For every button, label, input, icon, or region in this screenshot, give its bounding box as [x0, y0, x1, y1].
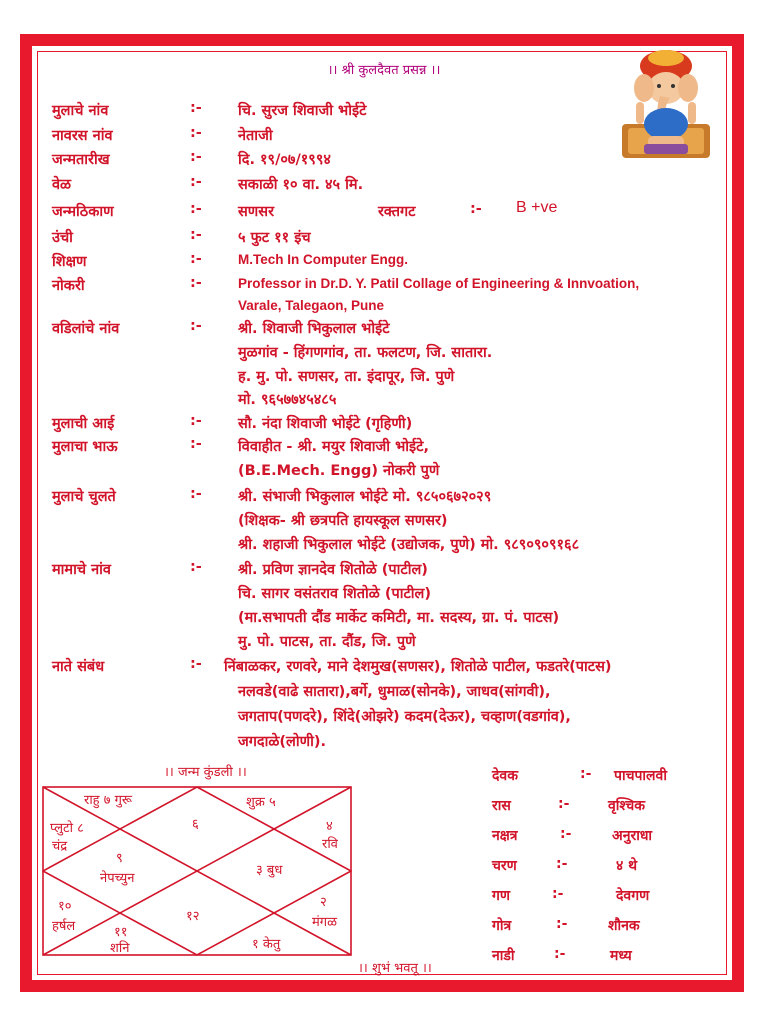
uncle-line: श्री. संभाजी भिकुलाल भोईटे मो. ९८५०६७२०२९: [238, 489, 492, 505]
job-value-line1: Professor in Dr.D. Y. Patil Collage of Engineering & Innvoation,: [238, 276, 640, 291]
kundali-bottom-left-text: शनि: [110, 941, 130, 956]
relations-line: जगताप(पणदरे), शिंदे(ओझरे) कदम(देऊर), चव्हाण(वडगांव),: [238, 709, 571, 725]
kundali-center-top: ६: [192, 817, 199, 832]
astro-value: देवगण: [616, 888, 650, 904]
kundali-left-mid-num: ९: [116, 851, 123, 866]
separator: :-: [190, 251, 202, 267]
father-line: श्री. शिवाजी भिकुलाल भोईटे: [238, 321, 390, 337]
kundali-bottom-right: १ केतु: [252, 937, 281, 952]
kundali-center-right: ३ बुध: [256, 863, 283, 878]
brother-line: विवाहीत - श्री. मयुर शिवाजी भोईटे,: [238, 439, 429, 455]
footer-blessing: ।। शुभं भवतू ।।: [358, 961, 432, 976]
separator: :-: [190, 318, 202, 334]
kundali-h2-left2: चंद्र: [52, 839, 68, 854]
blood-group-value: B +ve: [516, 199, 558, 216]
separator: :-: [556, 916, 568, 932]
height-value: ५ फुट ११ इंच: [238, 230, 311, 246]
kundali-bottom-left-num: ११: [114, 925, 128, 940]
astro-label: चरण: [492, 858, 517, 874]
separator: :-: [190, 559, 202, 575]
separator: :-: [190, 227, 202, 243]
nickname-value: नेताजी: [238, 128, 273, 144]
father-line: मुळगांव - हिंगणगांव, ता. फलटण, जि. सातारा.: [238, 345, 493, 361]
astro-value: मध्य: [610, 948, 632, 964]
kundali-h2-left: प्लुटो ८: [50, 821, 84, 836]
page-header: ।। श्री कुलदैवत प्रसन्न ।।: [327, 63, 441, 78]
maternal-uncle-line: (मा.सभापती दौंड मार्केट कमिटी, मा. सदस्य, ग्रा. पं. पाटस): [238, 610, 560, 626]
kundali-left-mid-text: नेपच्युन: [100, 871, 135, 886]
name-label: मुलाचे नांव: [52, 103, 109, 119]
mother-value: सौ. नंदा शिवाजी भोईटे (गृहिणी): [238, 416, 413, 432]
separator: :-: [470, 201, 482, 217]
maternal-uncle-line: चि. सागर वसंतराव शितोळे (पाटील): [238, 586, 431, 602]
astro-value: पाचपालवी: [614, 768, 667, 784]
separator: :-: [190, 413, 202, 429]
astro-label: गण: [492, 888, 511, 904]
height-label: उंची: [52, 230, 73, 246]
ganesh-icon: [614, 44, 718, 162]
education-label: शिक्षण: [52, 254, 87, 270]
astro-label: गोत्र: [492, 918, 512, 934]
time-label: वेळ: [52, 177, 72, 193]
astro-value: अनुराधा: [612, 828, 653, 844]
kundali-title: ।। जन्म कुंडली ।।: [164, 765, 247, 780]
name-value: चि. सुरज शिवाजी भोईटे: [238, 103, 367, 119]
astro-value: वृश्चिक: [608, 798, 646, 814]
astro-value: शौनक: [608, 918, 640, 934]
separator: :-: [190, 125, 202, 141]
maternal-uncle-line: मु. पो. पाटस, ता. दौंड, जि. पुणे: [238, 634, 416, 650]
bottom-margin: [0, 992, 768, 1024]
separator: :-: [558, 796, 570, 812]
astro-label: नाडी: [492, 948, 515, 964]
separator: :-: [560, 826, 572, 842]
kundali-chart: [42, 786, 352, 956]
kundali-right-top-num: ४: [326, 819, 333, 834]
relations-line: जगदाळे(लोणी).: [238, 734, 326, 750]
astro-label: नक्षत्र: [492, 828, 518, 844]
father-phone: मो. ९६५७७४५४८५: [238, 392, 337, 408]
separator: :-: [580, 766, 592, 782]
uncle-line: (शिक्षक- श्री छत्रपति हायस्कूल सणसर): [238, 513, 448, 529]
astro-value: ४ थे: [616, 858, 638, 874]
kundali-right-top-text: रवि: [322, 837, 338, 852]
separator: :-: [190, 486, 202, 502]
kundali-center-bottom: १२: [186, 909, 200, 924]
separator: :-: [190, 149, 202, 165]
astro-label: देवक: [492, 768, 518, 784]
dob-label: जन्मतारीख: [52, 152, 110, 168]
kundali-right-bottom-num: २: [320, 895, 327, 910]
relations-line: नलवडे(वाढे सातारा),बर्गे, धुमाळ(सोनके), जाधव(सांगवी),: [238, 684, 551, 700]
maternal-uncle-label: मामाचे नांव: [52, 562, 111, 578]
brother-label: मुलाचा भाऊ: [52, 439, 118, 455]
separator: :-: [556, 856, 568, 872]
time-value: सकाळी १० वा. ४५ मि.: [238, 177, 364, 193]
mother-label: मुलाची आई: [52, 416, 115, 432]
astro-label: रास: [492, 798, 511, 814]
blood-group-label: रक्तगट: [378, 204, 416, 220]
father-line: ह. मु. पो. सणसर, ता. इंदापूर, जि. पुणे: [238, 369, 455, 385]
separator: :-: [190, 201, 202, 217]
kundali-top-right: शुक्र ५: [246, 795, 276, 810]
maternal-uncle-line: श्री. प्रविण ज्ञानदेव शितोळे (पाटील): [238, 562, 428, 578]
kundali-h1-planets: राहु ७ गुरू: [84, 793, 133, 808]
uncle-line: श्री. शहाजी भिकुलाल भोईटे (उद्योजक, पुणे) मो. ९८९०९०९१६८: [238, 537, 580, 553]
father-label: वडिलांचे नांव: [52, 321, 120, 337]
job-label: नोकरी: [52, 278, 85, 294]
nickname-label: नावरस नांव: [52, 128, 113, 144]
relations-label: नाते संबंध: [52, 659, 105, 675]
separator: :-: [552, 886, 564, 902]
separator: :-: [554, 946, 566, 962]
job-value-line2: Varale, Talegaon, Pune: [238, 298, 385, 313]
uncles-label: मुलाचे चुलते: [52, 489, 116, 505]
separator: :-: [190, 656, 202, 672]
kundali-right-bottom-text: मंगळ: [312, 915, 337, 930]
kundali-left-bottom-num: १०: [58, 899, 72, 914]
relations-line: निंबाळकर, रणवरे, माने देशमुख(सणसर), शितोळे पाटील, फडतरे(पाटस): [224, 659, 612, 675]
dob-value: दि. १९/०७/१९९४: [238, 152, 331, 168]
separator: :-: [190, 174, 202, 190]
separator: :-: [190, 436, 202, 452]
education-value: M.Tech In Computer Engg.: [238, 252, 408, 267]
separator: :-: [190, 275, 202, 291]
birthplace-value: सणसर: [238, 204, 275, 220]
birthplace-label: जन्मठिकाण: [52, 204, 114, 220]
separator: :-: [190, 100, 202, 116]
brother-line: (B.E.Mech. Engg) नोकरी पुणे: [238, 463, 440, 479]
kundali-left-bottom-text: हर्षल: [52, 919, 76, 934]
